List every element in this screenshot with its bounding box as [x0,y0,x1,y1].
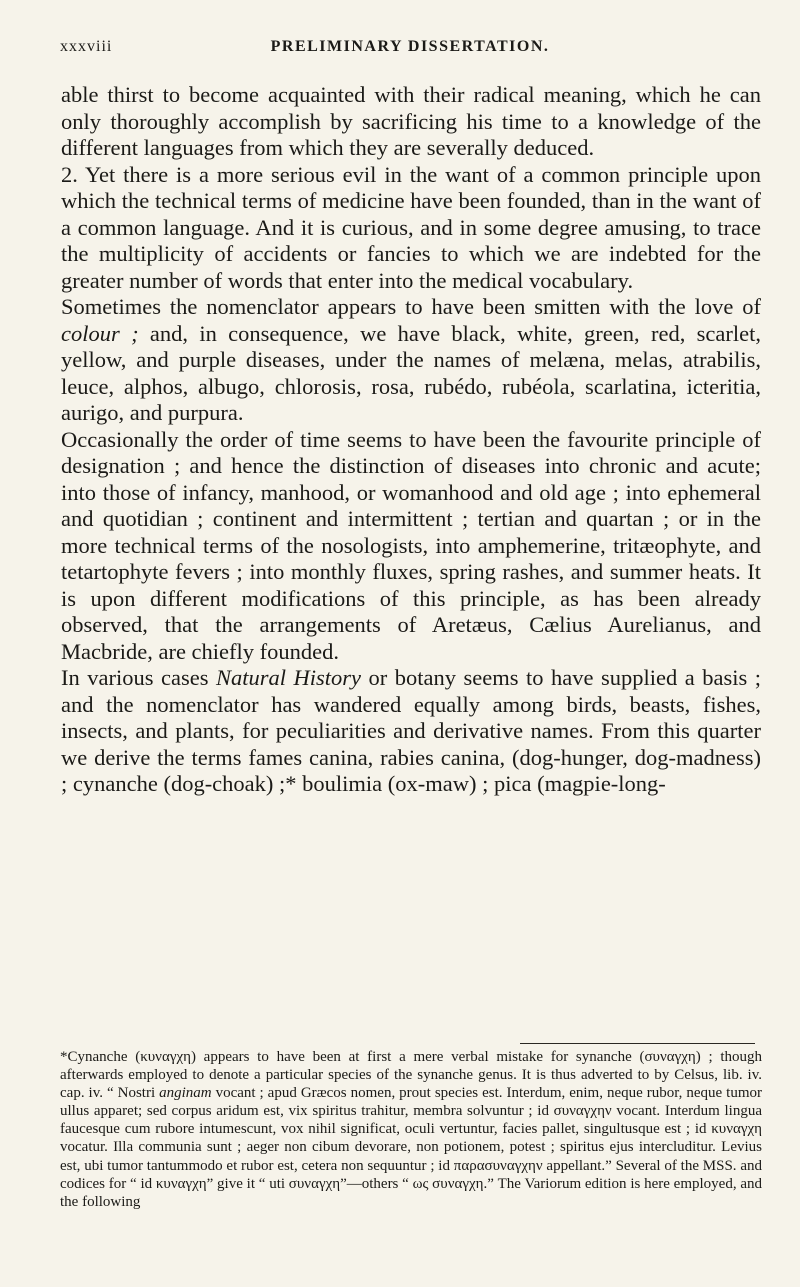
footnote [60,1048,762,1211]
paragraph [61,665,761,798]
footnote-text [60,1048,762,1211]
emphasis-text: Natural History [215,665,362,690]
footnote-part: vocant ; apud Græcos nomen, prout species est. Interdum, enim, neque rubor, neque tumor ullus apparet; sed corpus aridum est, vix spiritus trahitur, membra solvuntur ; id συναγχην vocant. Interdum lingua faucesque cum rubore intumescunt, vox nihil significat, oculi vertuntur, facies pallet, singultusque est ; id κυναγχη vocatur. Illa communia sunt ; aeger non cibum devorare, non potionem, potest ; spiritus ejus intercluditur. Levius est, ubi tumor tantummodo et rubor est, cetera non sequuntur ; id παρασυναγχην appellant.” Several of the MSS. and codices for “ id κυναγχη” give it “ uti συναγχη”—others “ ως συναγχη.” The Variorum edition is here employed, and the following [60,1085,762,1210]
paragraph-text: Occasionally the order of time seems to have been the favourite principle of designation ; and hence the distinction of diseases into chronic and acute; into those of infancy, manhood, or womanhood and old age ; into ephemeral and quotidian ; continent and intermittent ; tertian and quartan ; or in the more technical terms of the nosologists, into amphemerine, tritæophyte, and tetartophyte fevers ; into monthly fluxes, spring rashes, and summer heats. It is upon different modifications of this principle, as has been already observed, that the arrangements of Aretæus, Cælius Aurelianus, and Macbride, are chiefly founded. [61,426,761,664]
paragraph [61,82,761,162]
paragraph-text: In various cases [61,665,216,690]
paragraph-text: 2. Yet there is a more serious evil in the want of a common principle upon which the technical terms of medicine have been founded, than in the want of a common language. And it is curious, and in some degree amusing, to trace the multiplicity of accidents or fancies to which we are indebted for the greater number of words that enter into the medical vocabulary. [61,161,761,293]
paragraph [61,294,761,427]
paragraph-text: and, in consequence, we have black, white, green, red, scarlet, yellow, and purple diseases, under the names of melæna, melas, atrabilis, leuce, alphos, albugo, chlorosis, rosa, rubédo, rubéola, scarlatina, icteritia, aurigo, and purpura. [61,320,761,425]
page-number: xxxviii [60,38,113,55]
running-head: PRELIMINARY DISSERTATION. [270,38,550,55]
footnote-divider [520,1043,755,1044]
paragraph-text: able thirst to become acquainted with their radical meaning, which he can only thoroughly accomplish by sacrificing his time to a knowledge of the different languages from which they are severally deduced. [61,82,761,160]
paragraph [61,427,761,666]
page-header [60,38,760,60]
paragraph [61,162,761,295]
emphasis-text: anginam [159,1085,212,1102]
paragraph-text: or botany seems to have supplied a basis ; and the nomenclator has wandered equally among birds, beasts, fishes, insects, and plants, for peculiarities and derivative names. From this quarter we derive the terms fames canina, rabies canina, (dog-hunger, dog-madness) ; cynanche (dog-choak) ;* boulimia (ox-maw) ; pica (magpie-long- [61,665,761,796]
emphasis-text: colour ; [61,320,139,346]
main-text [61,82,761,798]
footnote-part: *Cynanche (κυναγχη) appears to have been at first a mere verbal mistake for synanche (συναγχη) ; though afterwards employed to denote a particular species of the synanche genus. It is thus adverted to by Celsus, lib. iv. cap. iv. “ Nostri [60,1049,762,1102]
paragraph-text: Sometimes the nomenclator appears to have been smitten with the love of [61,294,761,319]
